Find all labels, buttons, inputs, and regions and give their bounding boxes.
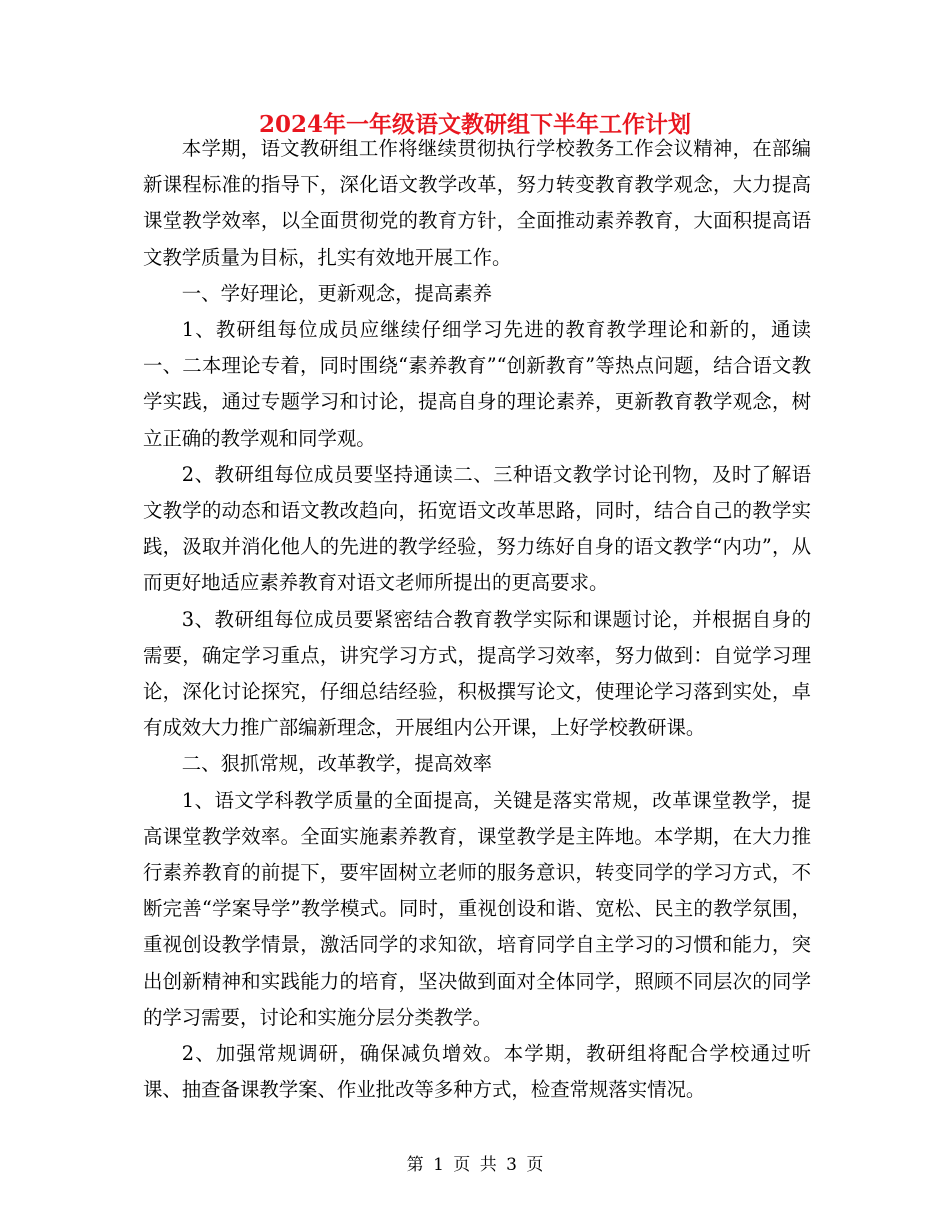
body-paragraph: 1、语文学科教学质量的全面提高，关键是落实常规，改革课堂教学，提高课堂教学效率。全面实施素养教育，课堂教学是主阵地。本学期，在大力推行素养教育的前提下，要牢固树立老师的服务意识，转变同学的学习方式，不断完善“学案导学”教学模式。同时，重视创设和谐、宽松、民主的教学氛围，重视创设教学情景，激活同学的求知欲，培育同学自主学习的习惯和能力，突出创新精神和实践能力的培育，坚决做到面对全体同学，照顾不同层次的同学的学习需要，讨论和实施分层分类教学。 [143, 788, 811, 1029]
body-paragraph: 3、教研组每位成员要紧密结合教育教学实际和课题讨论，并根据自身的需要，确定学习重点，讲究学习方式，提高学习效率，努力做到：自觉学习理论，深化讨论探究，仔细总结经验，积极撰写论文，使理论学习落到实处，卓有成效大力推广部编新理念，开展组内公开课，上好学校教研课。 [143, 607, 811, 740]
page-number-footer: 第 1 页 共 3 页 [406, 1155, 544, 1175]
section-heading-1: 一、学好理论，更新观念，提高素养 [181, 281, 493, 305]
document-body [143, 131, 811, 1108]
body-paragraph: 2、加强常规调研，确保减负增效。本学期，教研组将配合学校通过听课、抽查备课教学案、作业批改等多种方式，检查常规落实情况。 [143, 1042, 811, 1102]
body-paragraph: 2、教研组每位成员要坚持通读二、三种语文教学讨论刊物，及时了解语文教学的动态和语文教改趋向，拓宽语文改革思路，同时，结合自己的教学实践，汲取并消化他人的先进的教学经验，努力练好自身的语文教学“内功”，从而更好地适应素养教育对语文老师所提出的更高要求。 [143, 462, 811, 595]
document-title: 2024年一年级语文教研组下半年工作计划 [258, 111, 691, 138]
section-heading-2: 二、狠抓常规，改革教学，提高效率 [181, 752, 493, 776]
body-paragraph: 1、教研组每位成员应继续仔细学习先进的教育教学理论和新的，通读一、二本理论专着，同时围绕“素养教育”“创新教育”等热点问题，结合语文教学实践，通过专题学习和讨论，提高自身的理论素养，更新教育教学观念，树立正确的教学观和同学观。 [143, 318, 811, 450]
intro-paragraph: 本学期，语文教研组工作将继续贯彻执行学校教务工作会议精神，在部编新课程标准的指导下，深化语文教学改革，努力转变教育教学观念，大力提高课堂教学效率，以全面贯彻党的教育方针，全面推动素养教育，大面积提高语文教学质量为目标，扎实有效地开展工作。 [143, 137, 811, 269]
